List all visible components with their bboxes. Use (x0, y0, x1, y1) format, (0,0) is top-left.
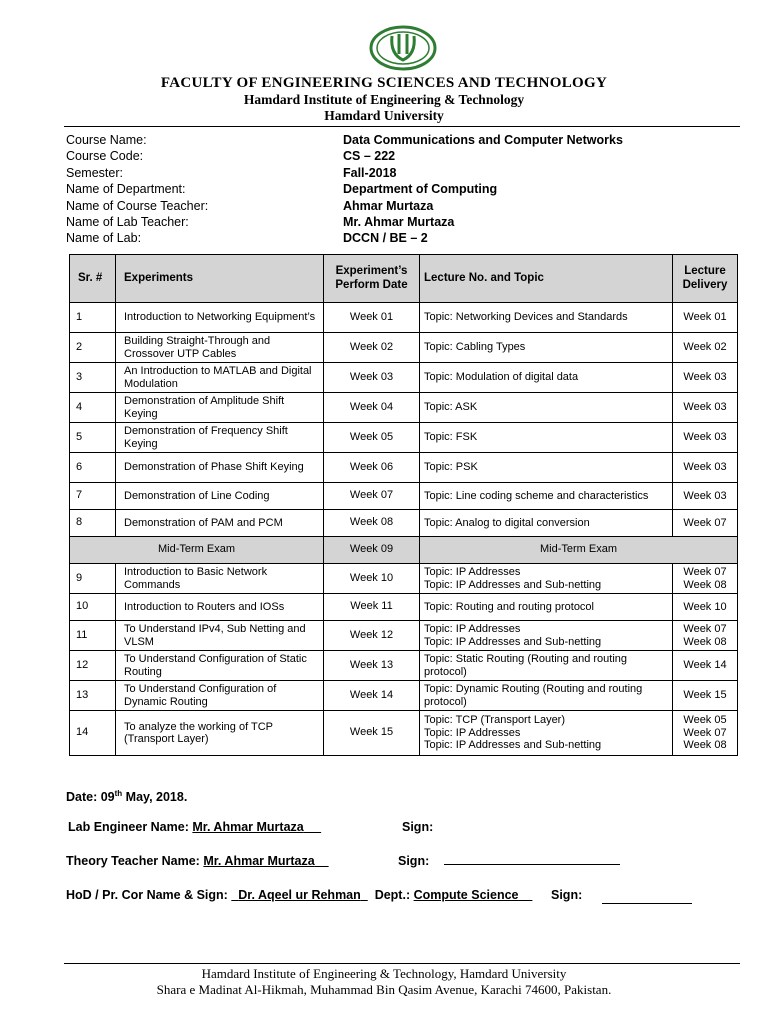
cell-lecture-delivery-line: Week 08 (683, 578, 727, 591)
cell-lecture-delivery-line: Week 05 (683, 714, 727, 727)
theory-teacher-label: Theory Teacher Name: (66, 854, 200, 868)
cell-lecture-delivery (673, 594, 738, 621)
cell-sr: 7 (70, 483, 116, 510)
table-row (70, 594, 738, 621)
cell-sr: 8 (70, 510, 116, 537)
course-info-row (66, 231, 736, 247)
course-info-label: Name of Course Teacher: (66, 198, 209, 213)
institute-title: Hamdard Institute of Engineering & Technology (243, 92, 525, 107)
hod-label: HoD / Pr. Cor Name & Sign: (66, 888, 228, 902)
course-info-value: Data Communications and Computer Networks (343, 133, 623, 147)
course-info-value: CS – 222 (343, 149, 396, 164)
header-lecture-delivery: Lecture Delivery (673, 255, 738, 303)
course-info-row (66, 166, 736, 182)
cell-sr: 6 (70, 453, 116, 483)
course-info-row (66, 199, 736, 215)
cell-experiment: To Understand IPv4, Sub Netting and VLSM (116, 621, 324, 651)
lab-engineer-line (68, 820, 321, 834)
cell-lecture-topic-line: Topic: IP Addresses (424, 726, 521, 739)
cell-lecture-delivery-line: Week 10 (683, 600, 727, 613)
cell-lecture-topic-line: Topic: IP Addresses and Sub-netting (424, 635, 602, 648)
cell-experiment: Introduction to Networking Equipment’s (116, 303, 324, 333)
course-info (66, 133, 736, 248)
cell-lecture-delivery-line: Week 02 (683, 341, 727, 354)
university-title: Hamdard University (324, 108, 444, 123)
cell-lecture-topic-line: Topic: Static Routing (Routing and routing protocol) (424, 653, 628, 678)
cell-perform-date: Week 05 (324, 423, 420, 453)
course-info-label: Name of Department: (66, 182, 186, 197)
cell-perform-date: Week 14 (324, 681, 420, 711)
cell-sr: 1 (70, 303, 116, 333)
cell-sr: 9 (70, 564, 116, 594)
cell-lecture-topic (420, 510, 673, 537)
cell-lecture-delivery (673, 453, 738, 483)
midterm-topic-label: Mid-Term Exam (420, 537, 738, 564)
table-row (70, 621, 738, 651)
course-info-value: Fall-2018 (343, 165, 397, 180)
cell-experiment: Demonstration of PAM and PCM (116, 510, 324, 537)
cell-lecture-delivery-line: Week 07 (683, 623, 727, 635)
cell-perform-date: Week 15 (324, 711, 420, 756)
cell-lecture-delivery (673, 303, 738, 333)
cell-experiment: Introduction to Basic Network Commands (116, 564, 324, 594)
cell-sr: 14 (70, 711, 116, 756)
cell-lecture-topic (420, 564, 673, 594)
cell-lecture-topic (420, 483, 673, 510)
course-info-label: Name of Lab Teacher: (66, 214, 189, 229)
table-row (70, 681, 738, 711)
cell-lecture-topic (420, 303, 673, 333)
cell-lecture-topic-line: Topic: Cabling Types (424, 341, 526, 354)
footer-rule (64, 963, 740, 964)
cell-lecture-topic-line: Topic: Line coding scheme and characteristics (424, 489, 649, 502)
table-row (70, 393, 738, 423)
cell-experiment: Demonstration of Phase Shift Keying (116, 453, 324, 483)
table-header-row (70, 255, 738, 303)
cell-lecture-delivery-line: Week 03 (683, 401, 727, 414)
dept-label: Dept.: (374, 888, 411, 902)
cell-lecture-topic (420, 651, 673, 681)
course-info-label: Course Name: (66, 133, 147, 147)
course-info-value: Ahmar Murtaza (343, 198, 434, 213)
table-row (70, 651, 738, 681)
cell-lecture-delivery (673, 423, 738, 453)
table-row (70, 333, 738, 363)
hod-sign-label: Sign: (551, 888, 583, 902)
theory-teacher-sign-label: Sign: (398, 854, 430, 868)
cell-perform-date: Week 13 (324, 651, 420, 681)
midterm-row (70, 537, 738, 564)
header-perform-date: Experiment’s Perform Date (324, 255, 420, 303)
cell-sr: 11 (70, 621, 116, 651)
cell-lecture-delivery-line: Week 03 (683, 371, 727, 384)
cell-lecture-topic-line: Topic: IP Addresses (424, 566, 521, 578)
date-line: Date: 09th May, 2018. (66, 789, 188, 805)
lab-engineer-sign-label: Sign: (402, 820, 434, 834)
cell-perform-date: Week 11 (324, 594, 420, 621)
cell-experiment: To Understand Configuration of Static Routing (116, 651, 324, 681)
cell-sr: 13 (70, 681, 116, 711)
table-row (70, 483, 738, 510)
course-info-row (66, 215, 736, 231)
cell-lecture-topic-line: Topic: Dynamic Routing (Routing and routing protocol) (424, 683, 643, 708)
header-rule (64, 126, 740, 127)
midterm-date: Week 09 (324, 537, 420, 564)
cell-perform-date: Week 07 (324, 483, 420, 510)
cell-lecture-delivery-line: Week 03 (683, 489, 727, 502)
university-logo-icon (368, 24, 438, 76)
hod-sign-line (602, 903, 692, 904)
cell-lecture-delivery (673, 651, 738, 681)
course-info-row (66, 133, 736, 149)
table-row (70, 363, 738, 393)
cell-lecture-topic-line: Topic: PSK (424, 461, 478, 474)
cell-sr: 5 (70, 423, 116, 453)
cell-lecture-topic (420, 363, 673, 393)
cell-experiment: To analyze the working of TCP (Transport Layer) (116, 711, 324, 756)
theory-teacher-value: Mr. Ahmar Murtaza (203, 854, 315, 868)
table-row (70, 453, 738, 483)
cell-sr: 12 (70, 651, 116, 681)
table-row (70, 423, 738, 453)
cell-lecture-topic (420, 453, 673, 483)
cell-experiment: To Understand Configuration of Dynamic Routing (116, 681, 324, 711)
cell-lecture-delivery-line: Week 07 (683, 516, 727, 529)
cell-lecture-topic-line: Topic: IP Addresses and Sub-netting (424, 739, 602, 752)
table-row (70, 711, 738, 756)
hod-line (66, 888, 532, 902)
cell-lecture-topic (420, 333, 673, 363)
faculty-title: FACULTY OF ENGINEERING SCIENCES AND TECHNOLOGY (160, 75, 608, 91)
cell-lecture-delivery (673, 363, 738, 393)
table-row (70, 510, 738, 537)
cell-experiment: Demonstration of Frequency Shift Keying (116, 423, 324, 453)
cell-lecture-delivery (673, 681, 738, 711)
cell-sr: 4 (70, 393, 116, 423)
course-info-label: Course Code: (66, 149, 144, 164)
cell-experiment: Building Straight-Through and Crossover UTP Cables (116, 333, 324, 363)
cell-lecture-delivery (673, 564, 738, 594)
lab-engineer-label: Lab Engineer Name: (68, 820, 189, 834)
cell-lecture-topic (420, 621, 673, 651)
course-info-label: Name of Lab: (66, 231, 142, 246)
cell-lecture-delivery (673, 510, 738, 537)
cell-perform-date: Week 01 (324, 303, 420, 333)
cell-lecture-delivery-line: Week 08 (683, 739, 727, 752)
cell-lecture-delivery (673, 711, 738, 756)
dept-value: Compute Science (413, 888, 519, 902)
cell-lecture-topic-line: Topic: TCP (Transport Layer) (424, 714, 566, 727)
cell-lecture-topic-line: Topic: Analog to digital conversion (424, 516, 590, 529)
cell-lecture-topic-line: Topic: IP Addresses and Sub-netting (424, 578, 602, 591)
cell-lecture-delivery-line: Week 01 (683, 311, 727, 324)
cell-lecture-topic (420, 594, 673, 621)
cell-lecture-delivery-line: Week 07 (683, 726, 727, 739)
cell-lecture-topic (420, 711, 673, 756)
cell-lecture-delivery (673, 393, 738, 423)
course-info-value: Mr. Ahmar Murtaza (343, 214, 455, 229)
cell-perform-date: Week 03 (324, 363, 420, 393)
cell-experiment: Introduction to Routers and IOSs (116, 594, 324, 621)
theory-teacher-line (66, 854, 329, 868)
cell-perform-date: Week 10 (324, 564, 420, 594)
course-info-row (66, 149, 736, 165)
cell-sr: 3 (70, 363, 116, 393)
cell-perform-date: Week 08 (324, 510, 420, 537)
course-info-value: Department of Computing (343, 182, 498, 197)
header-lecture-topic: Lecture No. and Topic (420, 255, 673, 303)
cell-lecture-topic-line: Topic: Networking Devices and Standards (424, 311, 628, 324)
cell-lecture-delivery (673, 333, 738, 363)
table-row (70, 564, 738, 594)
cell-sr: 10 (70, 594, 116, 621)
cell-lecture-delivery (673, 483, 738, 510)
cell-lecture-delivery-line: Week 08 (683, 635, 727, 648)
cell-lecture-delivery (673, 621, 738, 651)
cell-lecture-topic-line: Topic: FSK (424, 431, 478, 444)
midterm-label: Mid-Term Exam (70, 537, 324, 564)
address-line-2: Shara e Madinat Al-Hikmah, Muhammad Bin Qasim Avenue, Karachi 74600, Pakistan. (156, 982, 612, 997)
cell-perform-date: Week 04 (324, 393, 420, 423)
lab-schedule-table (69, 254, 738, 756)
cell-lecture-topic-line: Topic: Modulation of digital data (424, 371, 579, 384)
address-line-1: Hamdard Institute of Engineering & Technology, Hamdard University (201, 966, 567, 981)
cell-perform-date: Week 02 (324, 333, 420, 363)
header-experiments: Experiments (116, 255, 324, 303)
cell-lecture-topic (420, 681, 673, 711)
cell-lecture-delivery-line: Week 03 (683, 431, 727, 444)
cell-perform-date: Week 06 (324, 453, 420, 483)
header-sr: Sr. # (70, 255, 116, 303)
cell-lecture-topic (420, 393, 673, 423)
lab-engineer-value: Mr. Ahmar Murtaza (192, 820, 304, 834)
cell-lecture-topic-line: Topic: IP Addresses (424, 623, 521, 635)
cell-experiment: Demonstration of Line Coding (116, 483, 324, 510)
course-info-value: DCCN / BE – 2 (343, 231, 428, 246)
cell-perform-date: Week 12 (324, 621, 420, 651)
hod-value: Dr. Aqeel ur Rehman (238, 888, 361, 902)
theory-teacher-sign-line (444, 864, 620, 865)
cell-lecture-delivery-line: Week 14 (683, 659, 727, 672)
cell-lecture-delivery-line: Week 07 (683, 566, 727, 578)
cell-lecture-delivery-line: Week 15 (683, 689, 727, 702)
cell-lecture-topic-line: Topic: Routing and routing protocol (424, 600, 594, 613)
cell-lecture-topic-line: Topic: ASK (424, 401, 478, 414)
cell-experiment: Demonstration of Amplitude Shift Keying (116, 393, 324, 423)
course-info-label: Semester: (66, 165, 123, 180)
cell-lecture-delivery-line: Week 03 (683, 461, 727, 474)
course-info-row (66, 182, 736, 198)
table-row (70, 303, 738, 333)
cell-sr: 2 (70, 333, 116, 363)
cell-lecture-topic (420, 423, 673, 453)
cell-experiment: An Introduction to MATLAB and Digital Modulation (116, 363, 324, 393)
